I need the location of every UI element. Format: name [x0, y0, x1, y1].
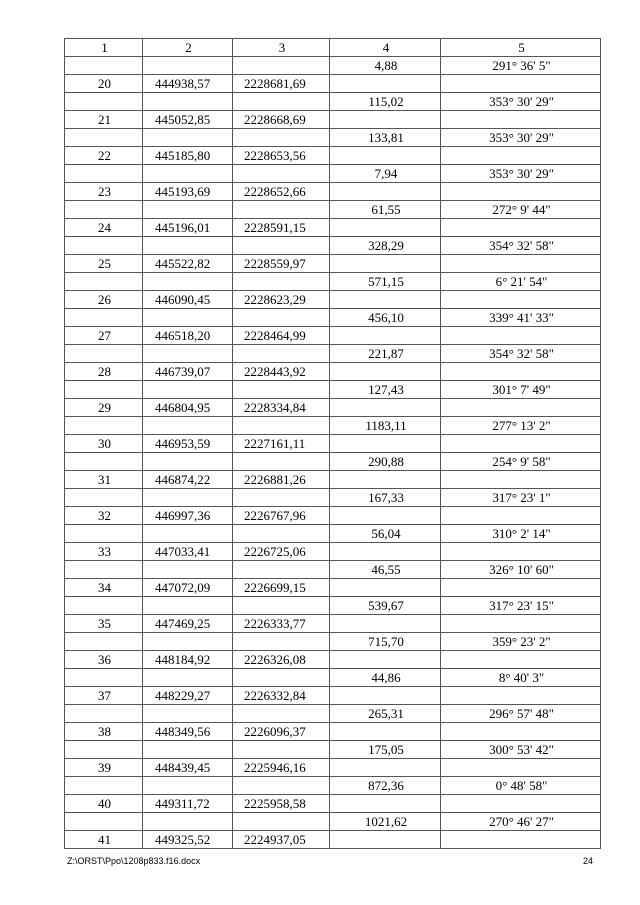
- x-coordinate-cell: 445185,80: [143, 147, 233, 165]
- table-row: [65, 795, 601, 813]
- direction-angle-cell: [441, 543, 601, 561]
- length-cell: 715,70: [330, 633, 441, 651]
- direction-angle-cell: [441, 651, 601, 669]
- x-coordinate-cell: [143, 93, 233, 111]
- y-coordinate-cell: 2227161,11: [233, 435, 330, 453]
- y-coordinate-cell: [233, 453, 330, 471]
- point-number-cell: 21: [65, 111, 143, 129]
- x-coordinate-cell: [143, 417, 233, 435]
- length-cell: 456,10: [330, 309, 441, 327]
- table-row: [65, 345, 601, 363]
- direction-angle-cell: [441, 327, 601, 345]
- direction-angle-cell: 310° 2' 14": [441, 525, 601, 543]
- point-number-cell: 32: [65, 507, 143, 525]
- point-number-cell: [65, 597, 143, 615]
- point-number-cell: [65, 525, 143, 543]
- length-cell: 221,87: [330, 345, 441, 363]
- y-coordinate-cell: [233, 741, 330, 759]
- table-row: [65, 57, 601, 75]
- table-row: [65, 543, 601, 561]
- y-coordinate-cell: 2228652,66: [233, 183, 330, 201]
- direction-angle-cell: 8° 40' 3": [441, 669, 601, 687]
- length-cell: [330, 687, 441, 705]
- coordinates-table-body: [65, 39, 601, 849]
- length-cell: 539,67: [330, 597, 441, 615]
- table-row: [65, 381, 601, 399]
- point-number-cell: [65, 741, 143, 759]
- x-coordinate-cell: [143, 57, 233, 75]
- y-coordinate-cell: [233, 309, 330, 327]
- x-coordinate-cell: [143, 345, 233, 363]
- direction-angle-cell: [441, 435, 601, 453]
- x-coordinate-cell: 447072,09: [143, 579, 233, 597]
- y-coordinate-cell: 2226096,37: [233, 723, 330, 741]
- point-number-cell: 20: [65, 75, 143, 93]
- y-coordinate-cell: [233, 165, 330, 183]
- direction-angle-cell: [441, 723, 601, 741]
- length-cell: 115,02: [330, 93, 441, 111]
- length-cell: [330, 327, 441, 345]
- length-cell: [330, 291, 441, 309]
- point-number-cell: 30: [65, 435, 143, 453]
- x-coordinate-cell: 445193,69: [143, 183, 233, 201]
- x-coordinate-cell: 447033,41: [143, 543, 233, 561]
- direction-angle-cell: 317° 23' 1": [441, 489, 601, 507]
- table-row: [65, 417, 601, 435]
- x-coordinate-cell: 444938,57: [143, 75, 233, 93]
- table-row: [65, 255, 601, 273]
- x-coordinate-cell: [143, 129, 233, 147]
- table-row: [65, 723, 601, 741]
- y-coordinate-cell: [233, 561, 330, 579]
- point-number-cell: 35: [65, 615, 143, 633]
- length-cell: 133,81: [330, 129, 441, 147]
- length-cell: 290,88: [330, 453, 441, 471]
- y-coordinate-cell: [233, 201, 330, 219]
- y-coordinate-cell: [233, 597, 330, 615]
- x-coordinate-cell: 445052,85: [143, 111, 233, 129]
- length-cell: [330, 435, 441, 453]
- length-cell: 1021,62: [330, 813, 441, 831]
- point-number-cell: [65, 93, 143, 111]
- y-coordinate-cell: 2228559,97: [233, 255, 330, 273]
- point-number-cell: 26: [65, 291, 143, 309]
- table-row: [65, 219, 601, 237]
- direction-angle-cell: [441, 363, 601, 381]
- direction-angle-cell: 277° 13' 2": [441, 417, 601, 435]
- length-cell: [330, 75, 441, 93]
- direction-angle-cell: [441, 615, 601, 633]
- header-cell-3: 3: [233, 39, 330, 57]
- length-cell: 127,43: [330, 381, 441, 399]
- x-coordinate-cell: [143, 777, 233, 795]
- point-number-cell: 24: [65, 219, 143, 237]
- direction-angle-cell: 339° 41' 33": [441, 309, 601, 327]
- length-cell: [330, 363, 441, 381]
- length-cell: 46,55: [330, 561, 441, 579]
- length-cell: [330, 255, 441, 273]
- y-coordinate-cell: 2226332,84: [233, 687, 330, 705]
- y-coordinate-cell: [233, 777, 330, 795]
- x-coordinate-cell: [143, 597, 233, 615]
- direction-angle-cell: [441, 183, 601, 201]
- direction-angle-cell: [441, 687, 601, 705]
- direction-angle-cell: [441, 291, 601, 309]
- length-cell: 61,55: [330, 201, 441, 219]
- y-coordinate-cell: 2226333,77: [233, 615, 330, 633]
- direction-angle-cell: [441, 579, 601, 597]
- y-coordinate-cell: 2228591,15: [233, 219, 330, 237]
- direction-angle-cell: [441, 255, 601, 273]
- point-number-cell: [65, 381, 143, 399]
- table-row: [65, 525, 601, 543]
- length-cell: [330, 147, 441, 165]
- table-row: [65, 291, 601, 309]
- point-number-cell: 33: [65, 543, 143, 561]
- header-cell-2: 2: [143, 39, 233, 57]
- y-coordinate-cell: 2228443,92: [233, 363, 330, 381]
- x-coordinate-cell: 446804,95: [143, 399, 233, 417]
- point-number-cell: [65, 165, 143, 183]
- length-cell: 56,04: [330, 525, 441, 543]
- point-number-cell: [65, 201, 143, 219]
- x-coordinate-cell: [143, 705, 233, 723]
- y-coordinate-cell: 2228334,84: [233, 399, 330, 417]
- direction-angle-cell: 272° 9' 44": [441, 201, 601, 219]
- footer-page-number: 24: [583, 856, 594, 866]
- table-row: [65, 831, 601, 849]
- table-row: [65, 633, 601, 651]
- y-coordinate-cell: [233, 417, 330, 435]
- direction-angle-cell: 359° 23' 2": [441, 633, 601, 651]
- table-row: [65, 471, 601, 489]
- x-coordinate-cell: [143, 561, 233, 579]
- x-coordinate-cell: 448349,56: [143, 723, 233, 741]
- table-row: [65, 237, 601, 255]
- point-number-cell: [65, 705, 143, 723]
- header-cell-5: 5: [441, 39, 601, 57]
- direction-angle-cell: 254° 9' 58": [441, 453, 601, 471]
- y-coordinate-cell: [233, 273, 330, 291]
- length-cell: [330, 471, 441, 489]
- direction-angle-cell: 6° 21' 54": [441, 273, 601, 291]
- length-cell: 872,36: [330, 777, 441, 795]
- point-number-cell: [65, 273, 143, 291]
- point-number-cell: [65, 489, 143, 507]
- length-cell: 328,29: [330, 237, 441, 255]
- length-cell: [330, 579, 441, 597]
- direction-angle-cell: [441, 147, 601, 165]
- x-coordinate-cell: 446518,20: [143, 327, 233, 345]
- point-number-cell: 37: [65, 687, 143, 705]
- table-row: [65, 507, 601, 525]
- table-row: [65, 75, 601, 93]
- y-coordinate-cell: [233, 129, 330, 147]
- point-number-cell: [65, 237, 143, 255]
- point-number-cell: [65, 417, 143, 435]
- y-coordinate-cell: 2224937,05: [233, 831, 330, 849]
- length-cell: 571,15: [330, 273, 441, 291]
- y-coordinate-cell: 2226699,15: [233, 579, 330, 597]
- table-row: [65, 705, 601, 723]
- table-row: [65, 651, 601, 669]
- direction-angle-cell: 326° 10' 60": [441, 561, 601, 579]
- x-coordinate-cell: 448184,92: [143, 651, 233, 669]
- x-coordinate-cell: [143, 273, 233, 291]
- length-cell: 7,94: [330, 165, 441, 183]
- length-cell: [330, 399, 441, 417]
- table-row: [65, 615, 601, 633]
- x-coordinate-cell: [143, 741, 233, 759]
- length-cell: [330, 795, 441, 813]
- direction-angle-cell: [441, 795, 601, 813]
- y-coordinate-cell: [233, 93, 330, 111]
- x-coordinate-cell: 446874,22: [143, 471, 233, 489]
- point-number-cell: 25: [65, 255, 143, 273]
- x-coordinate-cell: 447469,25: [143, 615, 233, 633]
- point-number-cell: 29: [65, 399, 143, 417]
- direction-angle-cell: 296° 57' 48": [441, 705, 601, 723]
- length-cell: 265,31: [330, 705, 441, 723]
- table-row: [65, 327, 601, 345]
- y-coordinate-cell: [233, 489, 330, 507]
- table-row: [65, 741, 601, 759]
- point-number-cell: [65, 561, 143, 579]
- point-number-cell: 39: [65, 759, 143, 777]
- table-row: [65, 453, 601, 471]
- direction-angle-cell: 354° 32' 58": [441, 345, 601, 363]
- y-coordinate-cell: [233, 705, 330, 723]
- y-coordinate-cell: 2225946,16: [233, 759, 330, 777]
- table-row: [65, 669, 601, 687]
- table-row: [65, 309, 601, 327]
- length-cell: 167,33: [330, 489, 441, 507]
- x-coordinate-cell: [143, 813, 233, 831]
- point-number-cell: 34: [65, 579, 143, 597]
- x-coordinate-cell: 446953,59: [143, 435, 233, 453]
- length-cell: 44,86: [330, 669, 441, 687]
- direction-angle-cell: 291° 36' 5": [441, 57, 601, 75]
- length-cell: [330, 111, 441, 129]
- x-coordinate-cell: 445196,01: [143, 219, 233, 237]
- x-coordinate-cell: 445522,82: [143, 255, 233, 273]
- direction-angle-cell: 317° 23' 15": [441, 597, 601, 615]
- table-row: [65, 399, 601, 417]
- table-row: [65, 579, 601, 597]
- point-number-cell: [65, 57, 143, 75]
- direction-angle-cell: 353° 30' 29": [441, 93, 601, 111]
- point-number-cell: 31: [65, 471, 143, 489]
- direction-angle-cell: [441, 399, 601, 417]
- x-coordinate-cell: [143, 381, 233, 399]
- y-coordinate-cell: [233, 57, 330, 75]
- y-coordinate-cell: [233, 813, 330, 831]
- table-row: [65, 165, 601, 183]
- y-coordinate-cell: [233, 381, 330, 399]
- point-number-cell: [65, 129, 143, 147]
- y-coordinate-cell: [233, 237, 330, 255]
- direction-angle-cell: [441, 507, 601, 525]
- table-row: [65, 489, 601, 507]
- direction-angle-cell: 301° 7' 49": [441, 381, 601, 399]
- direction-angle-cell: 0° 48' 58": [441, 777, 601, 795]
- point-number-cell: [65, 453, 143, 471]
- y-coordinate-cell: 2228681,69: [233, 75, 330, 93]
- x-coordinate-cell: 449311,72: [143, 795, 233, 813]
- point-number-cell: 36: [65, 651, 143, 669]
- direction-angle-cell: 300° 53' 42": [441, 741, 601, 759]
- x-coordinate-cell: [143, 525, 233, 543]
- x-coordinate-cell: 446090,45: [143, 291, 233, 309]
- x-coordinate-cell: [143, 165, 233, 183]
- table-row: [65, 813, 601, 831]
- length-cell: 175,05: [330, 741, 441, 759]
- x-coordinate-cell: [143, 489, 233, 507]
- point-number-cell: 41: [65, 831, 143, 849]
- point-number-cell: 38: [65, 723, 143, 741]
- length-cell: [330, 759, 441, 777]
- table-row: [65, 129, 601, 147]
- direction-angle-cell: [441, 471, 601, 489]
- table-row: [65, 183, 601, 201]
- point-number-cell: 22: [65, 147, 143, 165]
- length-cell: [330, 219, 441, 237]
- point-number-cell: [65, 309, 143, 327]
- length-cell: [330, 831, 441, 849]
- direction-angle-cell: 353° 30' 29": [441, 129, 601, 147]
- x-coordinate-cell: 448229,27: [143, 687, 233, 705]
- direction-angle-cell: 270° 46' 27": [441, 813, 601, 831]
- table-row: [65, 561, 601, 579]
- table-row: [65, 201, 601, 219]
- x-coordinate-cell: [143, 237, 233, 255]
- header-cell-1: 1: [65, 39, 143, 57]
- point-number-cell: [65, 633, 143, 651]
- direction-angle-cell: [441, 75, 601, 93]
- x-coordinate-cell: [143, 453, 233, 471]
- table-row: [65, 759, 601, 777]
- table-row: [65, 147, 601, 165]
- x-coordinate-cell: [143, 201, 233, 219]
- x-coordinate-cell: [143, 669, 233, 687]
- point-number-cell: 23: [65, 183, 143, 201]
- table-header-row: [65, 39, 601, 57]
- direction-angle-cell: [441, 219, 601, 237]
- table-row: [65, 777, 601, 795]
- y-coordinate-cell: [233, 345, 330, 363]
- point-number-cell: 28: [65, 363, 143, 381]
- y-coordinate-cell: [233, 633, 330, 651]
- y-coordinate-cell: [233, 669, 330, 687]
- table-row: [65, 435, 601, 453]
- y-coordinate-cell: 2228668,69: [233, 111, 330, 129]
- table-row: [65, 111, 601, 129]
- y-coordinate-cell: 2228653,56: [233, 147, 330, 165]
- direction-angle-cell: 354° 32' 58": [441, 237, 601, 255]
- length-cell: [330, 615, 441, 633]
- y-coordinate-cell: 2226881,26: [233, 471, 330, 489]
- point-number-cell: [65, 345, 143, 363]
- point-number-cell: [65, 813, 143, 831]
- y-coordinate-cell: 2225958,58: [233, 795, 330, 813]
- y-coordinate-cell: 2228623,29: [233, 291, 330, 309]
- coordinates-table: [64, 38, 601, 849]
- length-cell: [330, 183, 441, 201]
- length-cell: [330, 543, 441, 561]
- point-number-cell: [65, 669, 143, 687]
- y-coordinate-cell: 2226767,96: [233, 507, 330, 525]
- x-coordinate-cell: 448439,45: [143, 759, 233, 777]
- point-number-cell: 27: [65, 327, 143, 345]
- x-coordinate-cell: 449325,52: [143, 831, 233, 849]
- length-cell: 4,88: [330, 57, 441, 75]
- direction-angle-cell: [441, 111, 601, 129]
- table-row: [65, 687, 601, 705]
- table-row: [65, 93, 601, 111]
- x-coordinate-cell: [143, 633, 233, 651]
- x-coordinate-cell: 446739,07: [143, 363, 233, 381]
- x-coordinate-cell: [143, 309, 233, 327]
- length-cell: [330, 723, 441, 741]
- direction-angle-cell: [441, 831, 601, 849]
- length-cell: 1183,11: [330, 417, 441, 435]
- point-number-cell: [65, 777, 143, 795]
- direction-angle-cell: 353° 30' 29": [441, 165, 601, 183]
- footer-file-path: Z:\ORST\Ppo\1208p833.f16.docx: [67, 856, 201, 866]
- table-row: [65, 597, 601, 615]
- table-row: [65, 273, 601, 291]
- y-coordinate-cell: 2226326,08: [233, 651, 330, 669]
- x-coordinate-cell: 446997,36: [143, 507, 233, 525]
- direction-angle-cell: [441, 759, 601, 777]
- length-cell: [330, 651, 441, 669]
- header-cell-4: 4: [330, 39, 441, 57]
- y-coordinate-cell: [233, 525, 330, 543]
- point-number-cell: 40: [65, 795, 143, 813]
- y-coordinate-cell: 2228464,99: [233, 327, 330, 345]
- table-row: [65, 363, 601, 381]
- y-coordinate-cell: 2226725,06: [233, 543, 330, 561]
- length-cell: [330, 507, 441, 525]
